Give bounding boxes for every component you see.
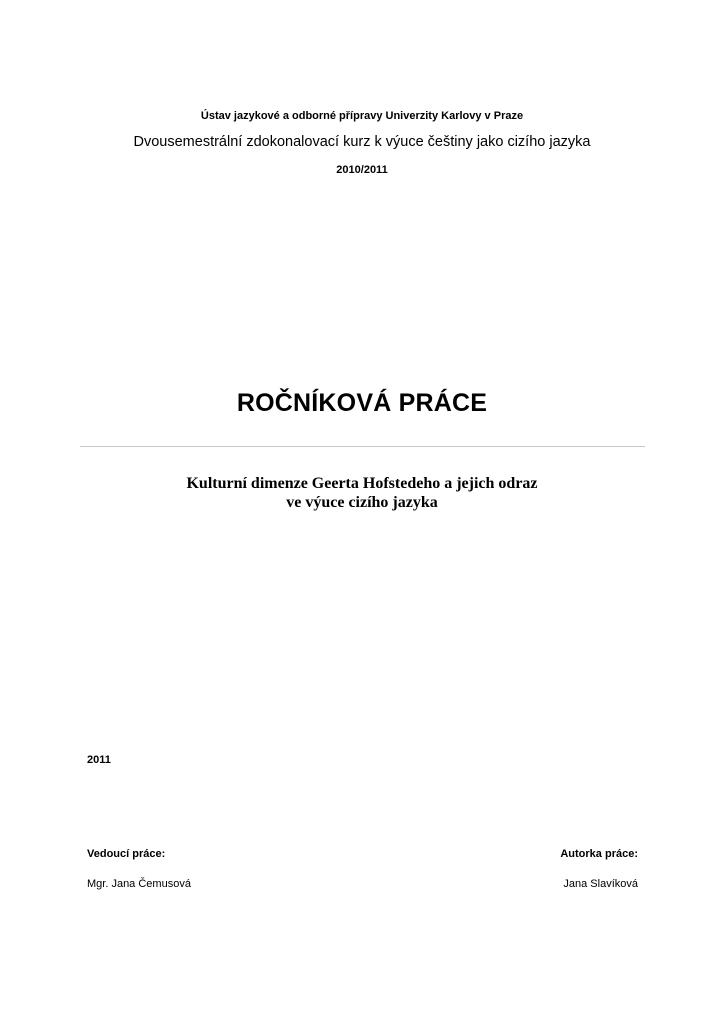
institution-name: Ústav jazykové a odborné přípravy Univerzity Karlovy v Praze (200, 110, 524, 122)
course-name: Dvousemestrální zdokonalovací kurz k výuce češtiny jako cizího jazyka (133, 134, 591, 150)
horizontal-divider (80, 446, 645, 447)
submission-year: 2011 (87, 754, 111, 766)
author-label: Autorka práce: (560, 848, 638, 860)
thesis-title (0, 474, 724, 512)
academic-year: 2010/2011 (336, 164, 388, 176)
supervisor-name: Mgr. Jana Čemusová (87, 878, 191, 890)
supervisor-label: Vedoucí práce: (87, 848, 166, 860)
thesis-title-line-2: ve výuce cizího jazyka (286, 494, 438, 511)
thesis-title-line-1: Kulturní dimenze Geerta Hofstedeho a jejich odraz (186, 475, 538, 492)
document-type-heading: ROČNÍKOVÁ PRÁCE (236, 389, 488, 417)
author-name: Jana Slavíková (563, 878, 638, 890)
